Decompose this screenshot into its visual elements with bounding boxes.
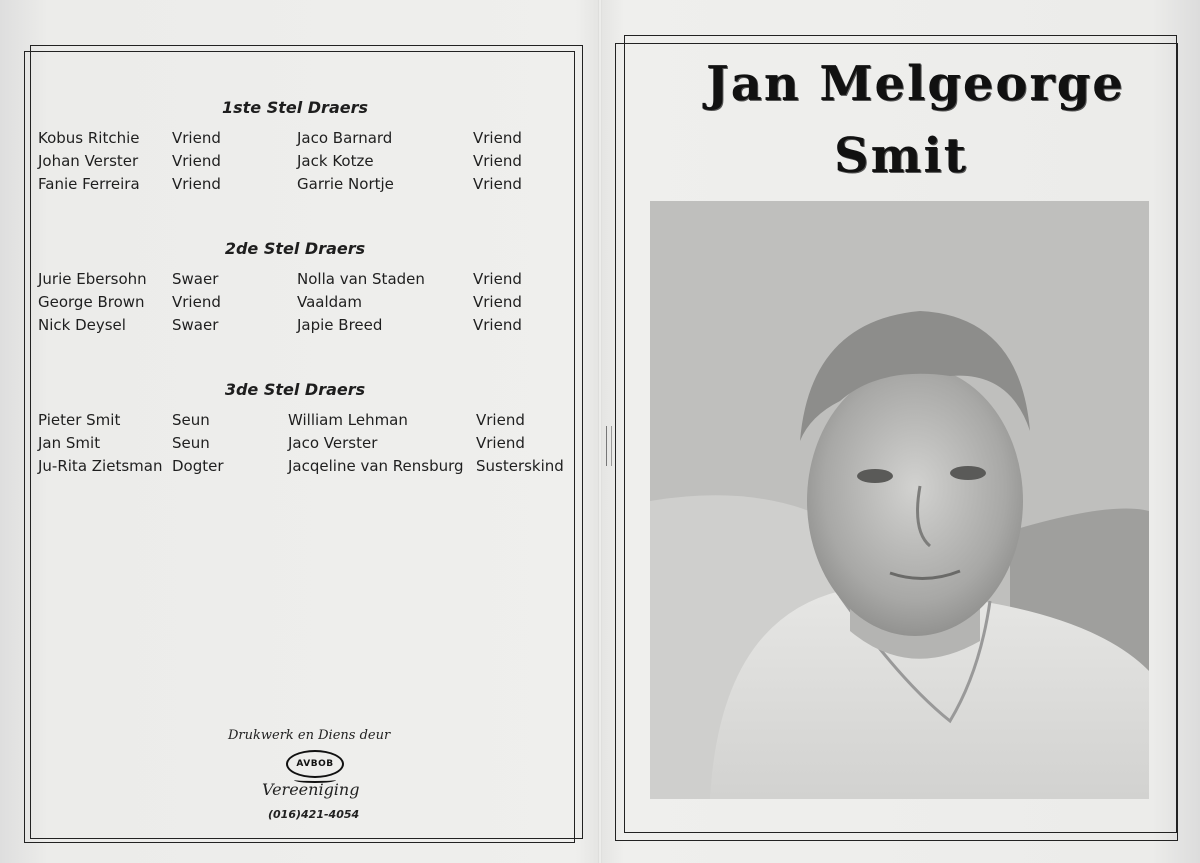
- deceased-first-names: Jan Melgeorge: [706, 56, 1125, 112]
- bearer-name: Nolla van Staden: [297, 270, 425, 288]
- association-name: Vereeniging: [262, 780, 360, 799]
- bearer-name: Japie Breed: [297, 316, 383, 334]
- list-item: [0, 293, 600, 315]
- bearer-relation: Vriend: [473, 293, 522, 311]
- bearer-name: Ju-Rita Zietsman: [38, 457, 163, 475]
- bearer-relation: Seun: [172, 411, 210, 429]
- bearer-name: Jaco Verster: [288, 434, 378, 452]
- list-item: [0, 270, 600, 292]
- bearer-relation: Seun: [172, 434, 210, 452]
- list-item: [0, 411, 600, 433]
- bearer-name: Kobus Ritchie: [38, 129, 140, 147]
- avbob-logo: [286, 750, 344, 778]
- bearer-relation: Susterskind: [476, 457, 564, 475]
- bearer-name: Jack Kotze: [297, 152, 374, 170]
- bearer-name: Fanie Ferreira: [38, 175, 140, 193]
- bearer-relation: Vriend: [473, 129, 522, 147]
- bearer-relation: Vriend: [476, 434, 525, 452]
- staple: [606, 426, 612, 466]
- logo-text: AVBOB: [296, 759, 334, 769]
- bearer-name: Nick Deysel: [38, 316, 126, 334]
- section-title: 3de Stel Draers: [224, 380, 366, 399]
- bearer-relation: Vriend: [172, 175, 221, 193]
- portrait-illustration: [650, 201, 1149, 799]
- bearer-name: Garrie Nortje: [297, 175, 394, 193]
- bearer-relation: Swaer: [172, 316, 219, 334]
- section-title: 2de Stel Draers: [224, 239, 366, 258]
- bearer-relation: Vriend: [473, 175, 522, 193]
- bearer-name: Pieter Smit: [38, 411, 121, 429]
- bearer-relation: Swaer: [172, 270, 219, 288]
- deceased-surname: Smit: [834, 128, 968, 184]
- phone-number: (016)421-4054: [268, 808, 360, 821]
- list-item: [0, 129, 600, 151]
- bearer-name: Jan Smit: [38, 434, 101, 452]
- list-item: [0, 457, 600, 479]
- bearer-relation: Vriend: [473, 270, 522, 288]
- list-item: [0, 175, 600, 197]
- section-title: 1ste Stel Draers: [221, 98, 369, 117]
- bearer-name: George Brown: [38, 293, 145, 311]
- list-item: [0, 152, 600, 174]
- portrait-photo: [650, 201, 1149, 799]
- bearer-name: Jurie Ebersohn: [38, 270, 147, 288]
- bearer-relation: Dogter: [172, 457, 224, 475]
- printing-credit: Drukwerk en Diens deur: [228, 728, 391, 743]
- bearer-relation: Vriend: [172, 152, 221, 170]
- bearer-name: Jaco Barnard: [297, 129, 393, 147]
- bearer-name: Jacqeline van Rensburg: [288, 457, 464, 475]
- bearer-relation: Vriend: [172, 293, 221, 311]
- bearer-relation: Vriend: [473, 316, 522, 334]
- list-item: [0, 316, 600, 338]
- bearer-name: Vaaldam: [297, 293, 362, 311]
- bearer-relation: Vriend: [172, 129, 221, 147]
- bearer-relation: Vriend: [476, 411, 525, 429]
- list-item: [0, 434, 600, 456]
- bearer-name: Johan Verster: [38, 152, 139, 170]
- bearer-relation: Vriend: [473, 152, 522, 170]
- bearer-name: William Lehman: [288, 411, 408, 429]
